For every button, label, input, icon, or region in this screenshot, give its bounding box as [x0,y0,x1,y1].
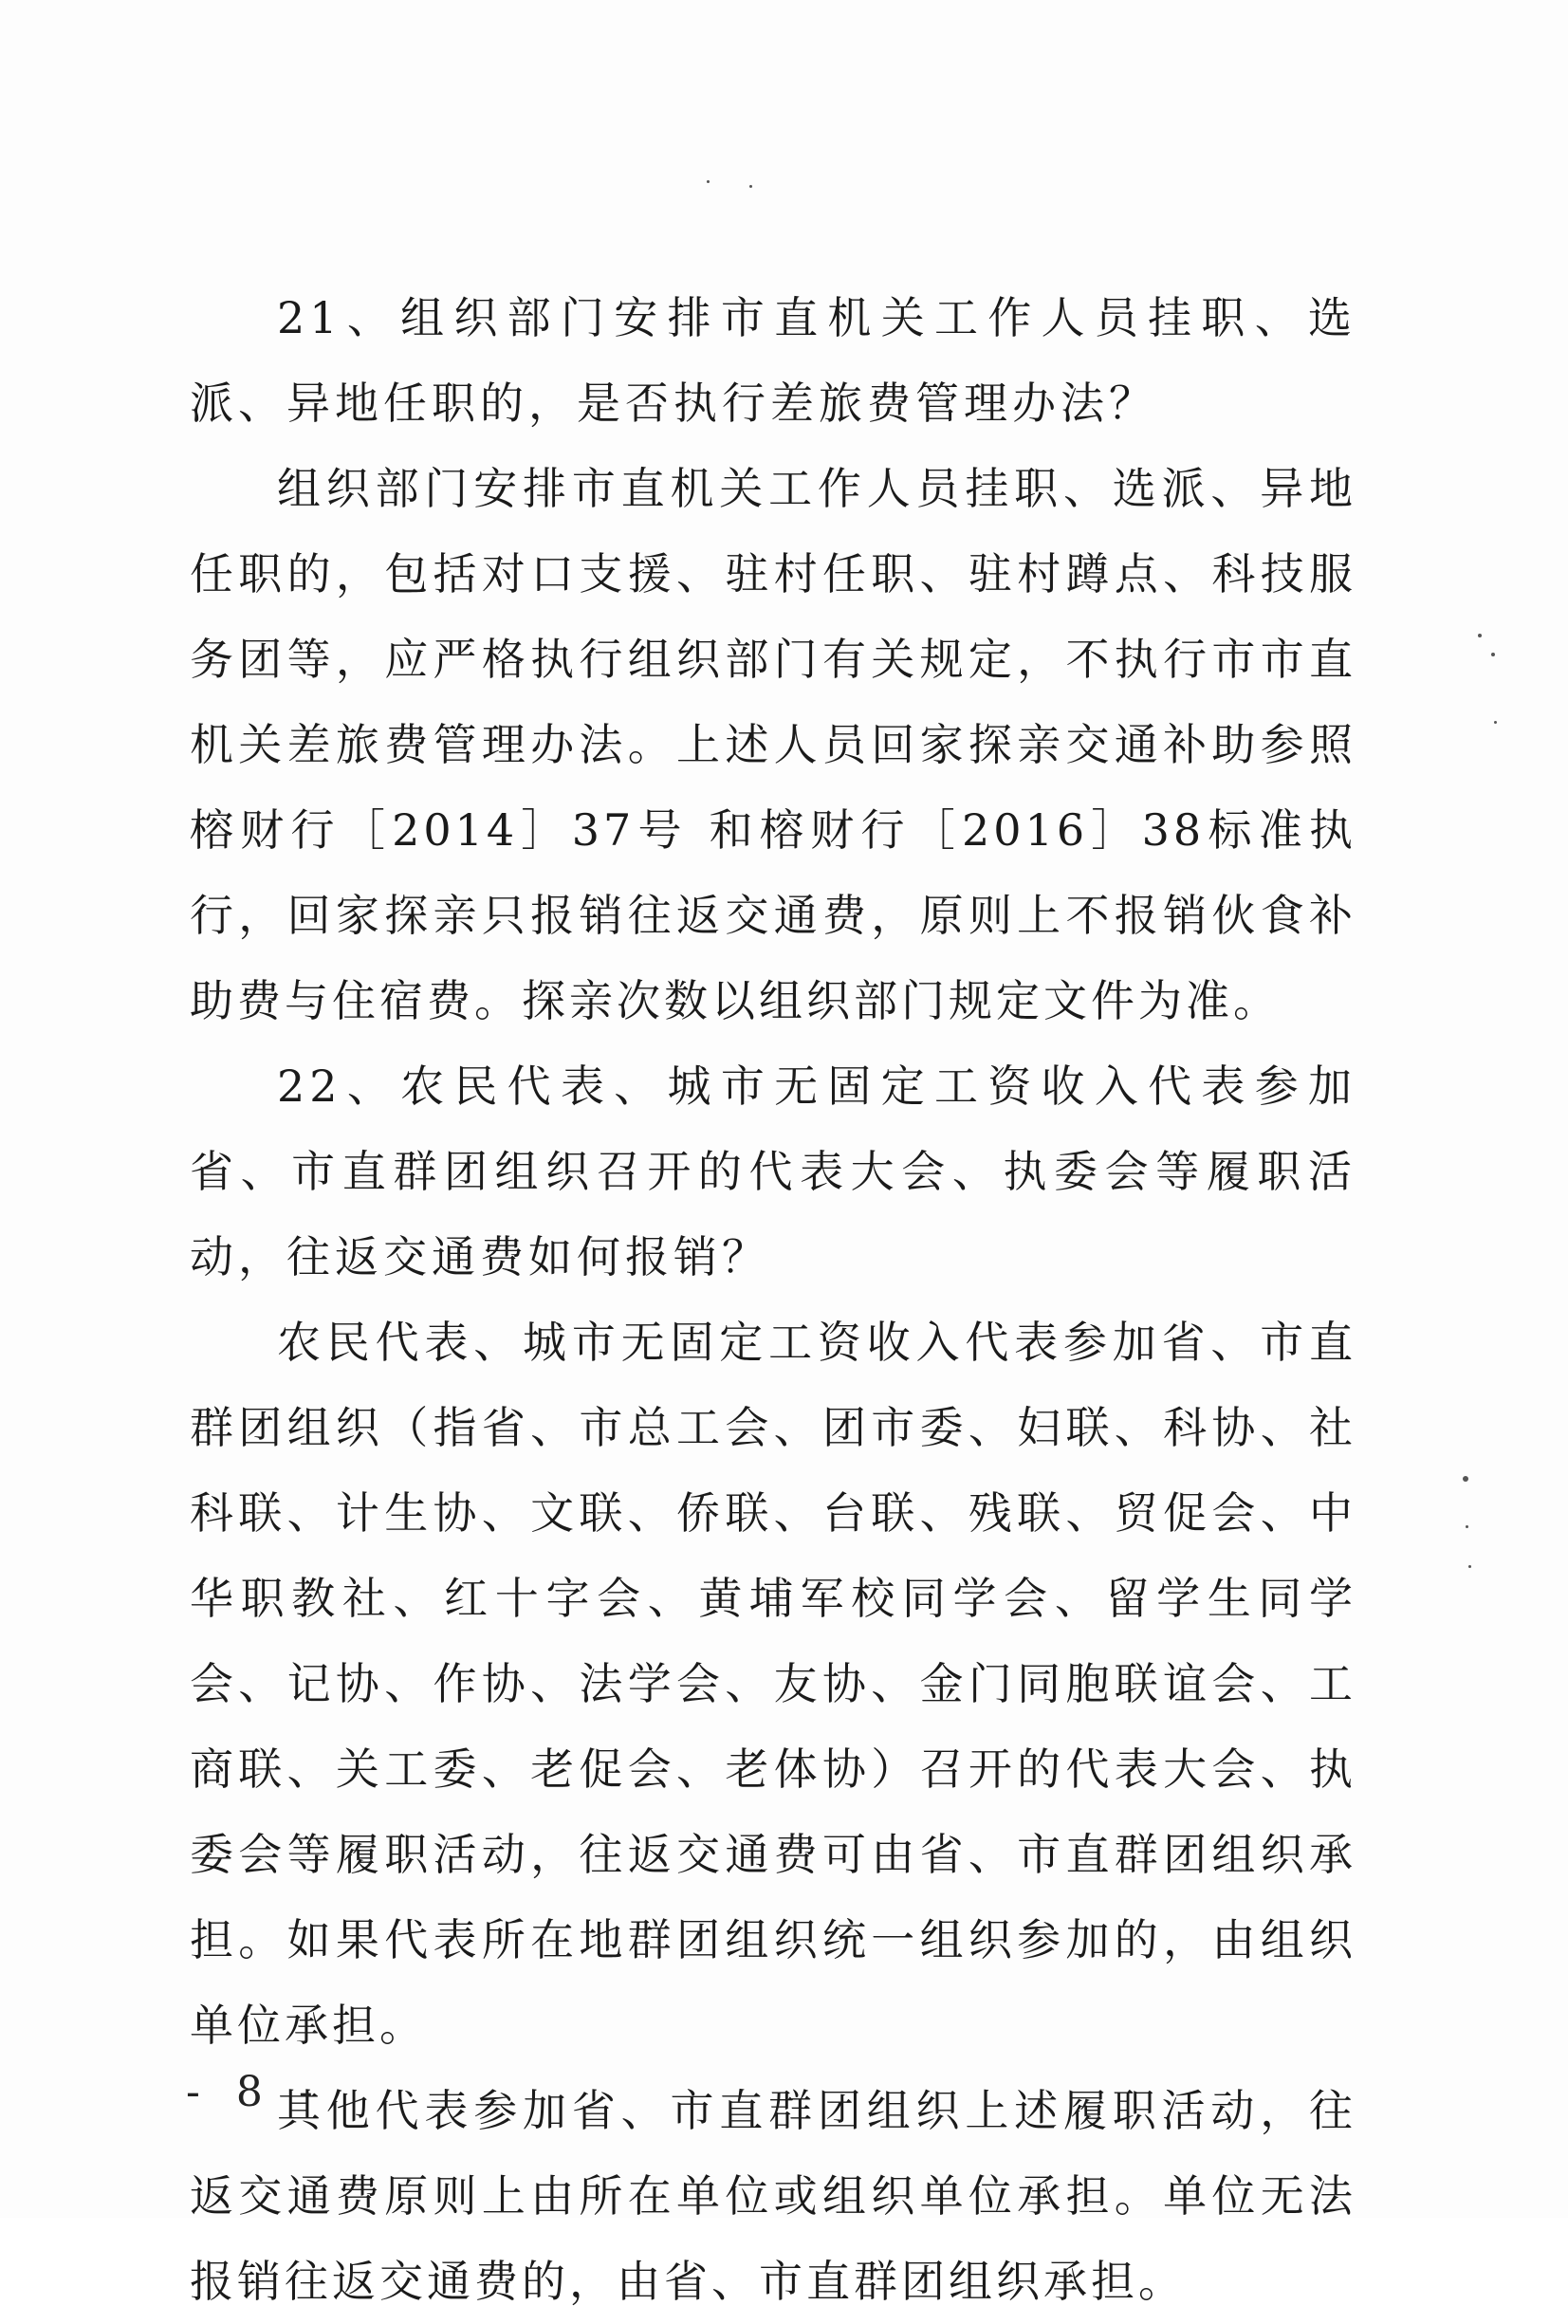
scan-speck [1478,634,1482,637]
scan-speck [1468,1565,1471,1568]
page-number: - 8 - [186,2068,324,2116]
answer-21: 组织部门安排市直机关工作人员挂职、选派、异地任职的，包括对口支援、驻村任职、驻村蹲点、科技服务团等，应严格执行组织部门有关规定，不执行市市直机关差旅费管理办法。上述人员回家探亲交通补助参照榕财行［2014］37号 和榕财行［2016］38标准执行，回家探亲只报销往返交通费，原则上不报销伙食补助费与住宿费。探亲次数以组织部门规定文件为准。 [190,463,1356,1026]
scan-speck [1491,653,1495,656]
answer-22-part-2: 其他代表参加省、市直群团组织上述履职活动，往返交通费原则上由所在单位或组织单位承担。单位无法报销往返交通费的，由省、市直群团组织承担。 [190,2085,1356,2307]
scan-speck [1463,1476,1468,1482]
scan-speck [1494,721,1497,724]
scan-speck [707,180,710,183]
answer-22-part-1: 农民代表、城市无固定工资收入代表参加省、市直群团组织（指省、市总工会、团市委、妇联、科协、社科联、计生协、文联、侨联、台联、残联、贸促会、中华职教社、红十字会、黄埔军校同学会、留学生同学会、记协、作协、法学会、友协、金门同胞联谊会、工商联、关工委、老促会、老体协）召开的代表大会、执委会等履职活动，往返交通费可由省、市直群团组织承担。如果代表所在地群团组织统一组织参加的，由组织单位承担。 [190,1317,1356,2051]
question-21: 21、组织部门安排市直机关工作人员挂职、选派、异地任职的，是否执行差旅费管理办法？ [190,292,1356,429]
document-body [190,275,1356,2324]
question-22: 22、农民代表、城市无固定工资收入代表参加省、市直群团组织召开的代表大会、执委会等履职活动，往返交通费如何报销？ [190,1061,1356,1282]
scan-speck [749,185,752,188]
scan-speck [1466,1525,1468,1528]
